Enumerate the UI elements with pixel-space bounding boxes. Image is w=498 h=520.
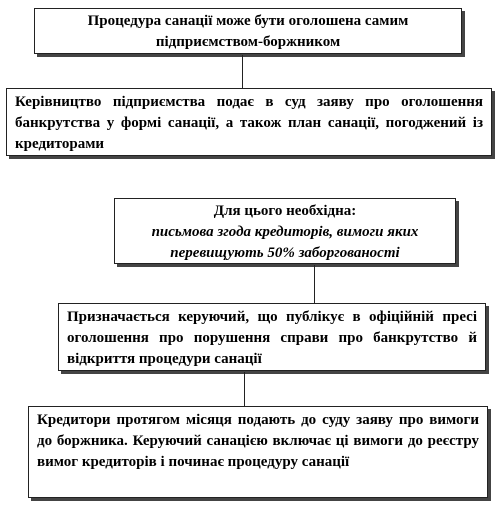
connector-1 bbox=[242, 55, 243, 88]
box-initiation-line2: підприємством-боржником bbox=[155, 34, 341, 50]
connector-2 bbox=[314, 265, 315, 303]
box-initiation-line1: Процедура санації може бути оголошена самим bbox=[87, 13, 409, 29]
box-creditor-claims bbox=[28, 406, 488, 498]
box-court-application-text: Керівництво підприємства подає в суд заяву про оголошення банкрутства у формі санації, а також план санації, погоджений із кредиторами bbox=[15, 94, 483, 152]
connector-3 bbox=[244, 372, 245, 406]
box-requirement-body: письмова згода кредиторів, вимоги яких перевищують 50% заборгованості bbox=[151, 224, 419, 261]
box-creditor-claims-text: Кредитори протягом місяця подають до суду заяву про вимоги до боржника. Керуючий санацією включає ці вимоги до реєстру вимог кредиторів і починає процедуру санації bbox=[37, 412, 479, 470]
box-manager-appointed-text: Призначається керуючий, що публікує в офіційній пресі оголошення про порушення справи про банкрутство й відкриття процедури санації bbox=[67, 309, 477, 367]
box-requirement-heading: Для цього необхідна: bbox=[213, 203, 357, 219]
box-requirement bbox=[114, 198, 456, 264]
box-manager-appointed bbox=[58, 303, 486, 371]
box-court-application bbox=[6, 88, 492, 156]
box-initiation bbox=[34, 8, 462, 54]
